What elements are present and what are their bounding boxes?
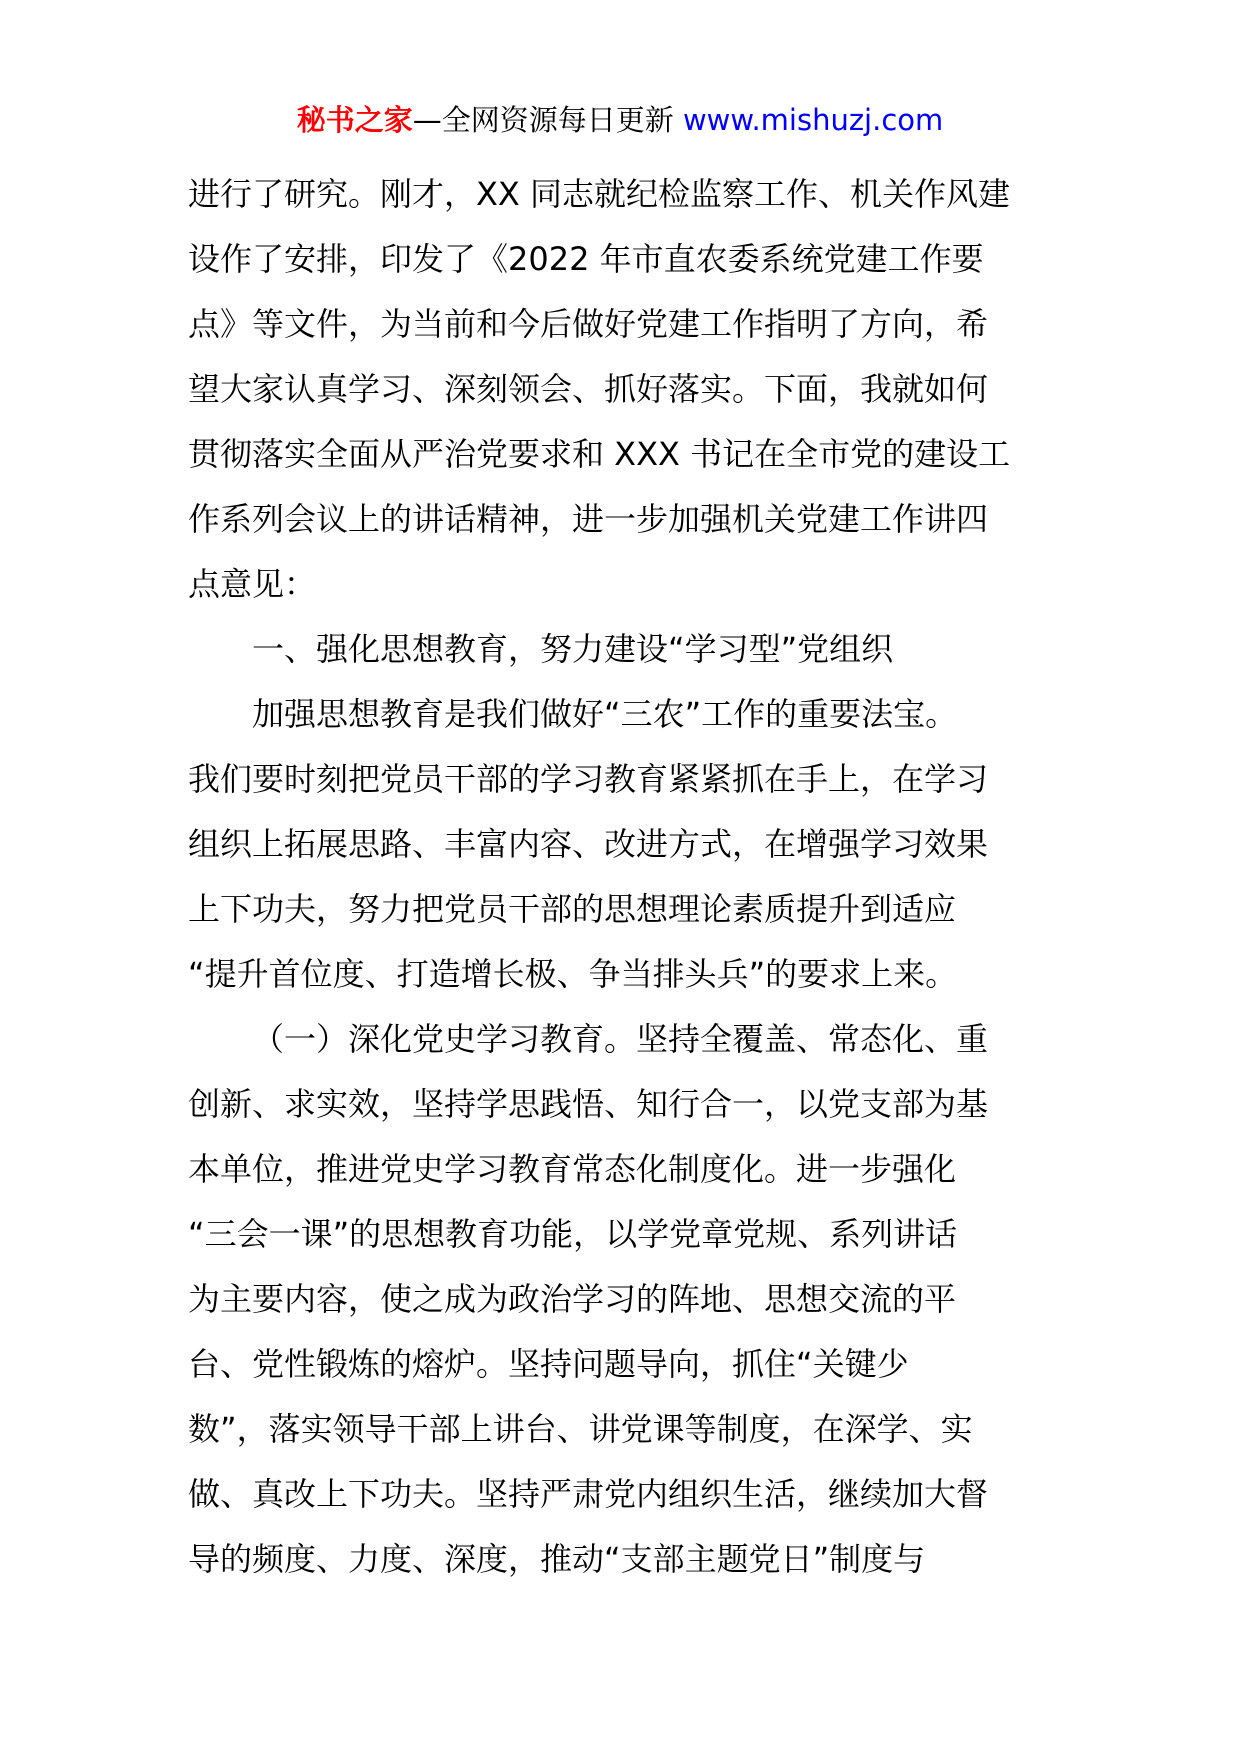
site-header bbox=[0, 100, 1240, 140]
text-line: 进行了研究。刚才，XX 同志就纪检监察工作、机关作风建 bbox=[188, 175, 1011, 213]
text-line: 做、真改上下功夫。坚持严肃党内组织生活，继续加大督 bbox=[188, 1475, 989, 1513]
tagline: —全网资源每日更新 bbox=[412, 103, 674, 137]
text-line: 贯彻落实全面从严治党要求和 XXX 书记在全市党的建设工 bbox=[188, 435, 1011, 473]
text-line: 台、党性锻炼的熔炉。坚持问题导向，抓住“关键少 bbox=[188, 1345, 909, 1383]
text-line: 点》等文件，为当前和今后做好党建工作指明了方向，希 bbox=[188, 305, 989, 343]
subsection-line: （一）深化党史学习教育。坚持全覆盖、常态化、重 bbox=[252, 1020, 989, 1058]
text-line: 望大家认真学习、深刻领会、抓好落实。下面，我就如何 bbox=[188, 370, 989, 408]
text-line: 作系列会议上的讲话精神，进一步加强机关党建工作讲四 bbox=[188, 500, 989, 538]
text-line: 本单位，推进党史学习教育常态化制度化。进一步强化 bbox=[188, 1150, 957, 1188]
text-line: 加强思想教育是我们做好“三农”工作的重要法宝。 bbox=[252, 695, 958, 733]
text-line: “三会一课”的思想教育功能，以学党章党规、系列讲话 bbox=[188, 1215, 958, 1253]
brand-name: 秘书之家 bbox=[296, 103, 413, 137]
site-url-link[interactable]: www.mishuzj.com bbox=[682, 103, 944, 137]
document-body bbox=[188, 162, 1056, 1592]
text-line: 设作了安排，印发了《2022 年市直农委系统党建工作要 bbox=[188, 240, 984, 278]
text-line: 为主要内容，使之成为政治学习的阵地、思想交流的平 bbox=[188, 1280, 957, 1318]
section-heading: 一、强化思想教育，努力建设“学习型”党组织 bbox=[252, 630, 894, 668]
text-line: 上下功夫，努力把党员干部的思想理论素质提升到适应 bbox=[188, 890, 957, 928]
text-line: 点意见： bbox=[188, 565, 317, 603]
text-line: 我们要时刻把党员干部的学习教育紧紧抓在手上，在学习 bbox=[188, 760, 989, 798]
text-line: 组织上拓展思路、丰富内容、改进方式，在增强学习效果 bbox=[188, 825, 989, 863]
text-line: 创新、求实效，坚持学思践悟、知行合一，以党支部为基 bbox=[188, 1085, 989, 1123]
text-line: 导的频度、力度、深度，推动“支部主题党日”制度与 bbox=[188, 1540, 926, 1578]
text-line: “提升首位度、打造增长极、争当排头兵”的要求上来。 bbox=[188, 955, 958, 993]
text-line: 数”，落实领导干部上讲台、讲党课等制度，在深学、实 bbox=[188, 1410, 973, 1448]
